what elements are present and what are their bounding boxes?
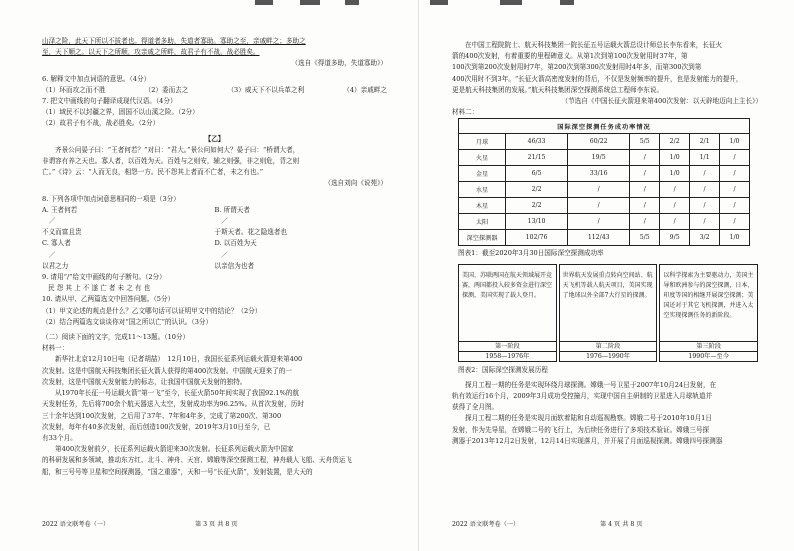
table-cell: /: [660, 214, 690, 230]
q8-options-row: [42, 205, 387, 239]
yi-line: 亡。”《诗》云：“人而无良，相怨一方。民不怨其上者而不亡者，未之有也。”: [42, 168, 264, 177]
table-cell: /: [630, 182, 660, 198]
left-page: [42, 0, 387, 551]
table-cell: 3/2: [690, 230, 720, 246]
table-caption: 图表1：截至2020年3月30日国际深空探测成功率: [458, 249, 604, 258]
table-row: [459, 134, 750, 150]
table-row-label: 火星: [459, 150, 506, 166]
r-line: 100次到第200次发射用时7年，第200次到第300次发射用时4年多，而第300次到第: [452, 63, 702, 72]
table-row: [459, 230, 750, 246]
yi-line: 齐景公问晏子曰：“王者何若？”对曰：“君大。”景公问如何大？晏子曰：“桥谓大者，: [55, 145, 300, 154]
table-cell: 2/1: [690, 134, 720, 150]
r2-line: 测器于2013年12月2日发射，12月14日实现落月，并开展了月面巡视探测。嫦娥四号探测器: [452, 436, 723, 445]
table-cell: 33/16: [568, 166, 630, 182]
table-cell: /: [720, 166, 750, 182]
q8-option-b-left: B. 所谓天者: [214, 205, 250, 214]
right-footer-label: 2022 语文联考卷（一）: [452, 521, 520, 528]
q8-option-c-right: 以君之力: [42, 261, 69, 270]
table-cell: /: [720, 198, 750, 214]
table-cell: /: [630, 214, 660, 230]
table-cell: 2/2: [506, 198, 568, 214]
intro-line-text: 至，天下顺之。以天下之所顺，攻亲戚之所畔，故君子有不战，战必胜矣。: [42, 48, 260, 57]
m1-line: 次发射，每年有40多次发射，而后创造100次发射，2019年3月10日至今，已: [42, 422, 271, 431]
m1-line: 的科研发展和多领域，推动东方红、北斗、神舟、天宫、嫦娥等深空探测工程，神舟载人飞船、天舟货运飞: [42, 456, 352, 465]
table-cell: 60/22: [568, 134, 630, 150]
q7-item: （1）域民不以封疆之界，固国不以山溪之险。（2分）: [42, 108, 199, 117]
q8-option-b: B. 所谓天者 ／ 于斯天者。花之隐逸者也: [215, 205, 388, 239]
table-cell: /: [690, 214, 720, 230]
r-line: 箭的400次发射，有着重要的里程碑意义。从第1次到第100次发射用时37年，第: [452, 52, 688, 61]
q9-sentence: 民 怨 其 上 不 遂 亡 者 未 之 有 也: [48, 284, 151, 293]
q6-option: （3）威天下不以兵革之利: [227, 85, 305, 94]
table-row: [459, 182, 750, 198]
table-cell: 6/5: [506, 166, 568, 182]
r2-line: 获得了全月图。: [452, 403, 499, 412]
table-body: [459, 134, 750, 246]
table-cell: /: [690, 198, 720, 214]
question-10: 10. 请从甲、乙两篇选文中回答问题。（5分）: [42, 295, 175, 304]
table-cell: 9/5: [660, 230, 690, 246]
yi-source: （选自刘向《说苑》）: [324, 179, 387, 188]
q10-item: （2）结合两篇选文谈谈你对“国之所以亡”的认识。（3分）: [42, 317, 213, 326]
yi-line: 非谓容有养之天也。寡人者，以百姓为天。百姓与之则安，辅之则强，非之则危，背之则: [42, 157, 300, 166]
stages-caption: 图表2：国际深空探测发展历程: [458, 365, 548, 374]
table-cell: 19/5: [568, 150, 630, 166]
m1-line: 天发射任务，先后将700余个航天器送入太空，发射成功率为96.25%。从首次发射，历时: [42, 400, 304, 409]
table-title: 国际深空探测任务成功率情况: [459, 119, 750, 134]
table-row-label: 月球: [459, 134, 506, 150]
r2-line: 探月工程一期的任务是实现环绕月球探测。嫦娥一号卫星于2007年10月24日发射，在: [465, 380, 717, 389]
table-row-label: 水星: [459, 182, 506, 198]
page-divider: [418, 0, 419, 551]
section-yi-heading: 【乙】: [204, 134, 225, 143]
table-cell: 1/0: [660, 150, 690, 166]
table-cell: /: [720, 182, 750, 198]
q8-option-c-left: C. 寡人者: [42, 239, 71, 248]
table-row-label: 太阳: [459, 214, 506, 230]
stage-3: [659, 264, 758, 362]
stage-1: [458, 264, 557, 362]
q8-option-a-right: 不义而富且贵: [42, 228, 82, 237]
r-source: （节选自《中国长征火箭迎来第400次发射：以天辟地迈向上主长》）: [561, 97, 762, 106]
stage-description: 世界航天发展重点转向空间站、航天飞机等载人航天项目，美国实现了地球以外全部7大行星的探测。: [559, 264, 658, 342]
q6-option: （4）亲戚畔之: [343, 85, 387, 94]
development-stages: [458, 264, 758, 362]
right-page: [452, 0, 762, 551]
table-row-label: 深空探测器: [459, 230, 506, 246]
table-cell: /: [660, 182, 690, 198]
stage-2: [559, 264, 658, 362]
left-footer-label: 2022 语文联考卷（一）: [42, 521, 110, 528]
table-cell: 1/0: [660, 166, 690, 182]
m1-line: 三十余年达到100次发射，之后用了37年、7年和4年多，完成了第200次、第300: [42, 411, 282, 420]
r2-line: 轨有效运行16个月，2009年3月成功受控撞月，实现中国自主研制的卫星进入月球轨道并: [452, 392, 713, 401]
table-cell: 1/0: [720, 230, 750, 246]
table-cell: /: [568, 182, 630, 198]
table-cell: 21/15: [506, 150, 568, 166]
r2-line: 发射，作为先导星，在嫦娥二号的飞行上，为后续任务进行了多项技术验证。嫦娥三号探: [452, 425, 710, 434]
stage-period: 1976—1990年: [559, 352, 658, 362]
table-cell: /: [630, 198, 660, 214]
table-row-label: 木星: [459, 198, 506, 214]
m1-line: 次发射，这是中国航天发射能力的标志，让我国中国航天发射的独特。: [42, 377, 247, 386]
table-cell: 2/2: [506, 182, 568, 198]
table-cell: /: [630, 166, 660, 182]
q10-item: （1）甲文论述的观点是什么？乙文哪句话可以证明甲文中的结论？（2分）: [42, 306, 262, 315]
m1-line: 船，和三号号等卫星和空间探测器，“国之重器”，天和一号“长征火箭”，发射装置，是大天的: [42, 467, 313, 476]
success-rate-table: [458, 118, 750, 246]
table-cell: /: [690, 166, 720, 182]
r2-line: 探月工程二期的任务是实现月面软着陆和自动巡视勘察。嫦娥二号于2010年10月1日: [465, 414, 712, 423]
table-cell: /: [690, 182, 720, 198]
material-2-label: 材料二：: [452, 108, 479, 117]
q8-option-d: D. 以百姓为天 ／ 以亲信为也者: [215, 238, 388, 272]
r-line: 400次用时不到3年。“长征火箭高密度发射的背后，不仅是发射频率的提升，也是发射能力的提升，: [452, 74, 743, 83]
table-row-label: 金星: [459, 166, 506, 182]
stage-period: 1958—1976年: [458, 352, 557, 362]
table-cell: /: [660, 198, 690, 214]
table-cell: /: [568, 214, 630, 230]
table-cell: 102/76: [506, 230, 568, 246]
q6-option: （1）环而攻之而不胜: [42, 85, 106, 94]
stage-name: 第二阶段: [559, 342, 658, 352]
table-cell: 5/5: [630, 134, 660, 150]
q8-option-d-right: 以亲信为也者: [214, 261, 255, 270]
table-row: [459, 150, 750, 166]
q8-option-a: A. 王者何若 ／ 不义而富且贵: [42, 205, 215, 239]
question-6: 6. 解释文中加点词语的意思。（4分）: [42, 74, 151, 83]
stage-description: 以科学探索为主要驱动力，美国主导和欧洲参与的深空探测，日本、印度等国的相继开展深空探测；美国还对于其它飞机探测，并进入太空实现探测任务的新阶段。: [659, 264, 758, 342]
q7-item: （2）故君子有不战，战必胜矣。（2分）: [42, 119, 160, 128]
table-cell: 2/2: [660, 134, 690, 150]
table-cell: 112/43: [568, 230, 630, 246]
question-7: 7. 把文中画线的句子翻译成现代汉语。（4分）: [42, 97, 177, 106]
left-page-number: 第 3 页 共 8 页: [195, 521, 238, 528]
table-cell: /: [568, 198, 630, 214]
table-cell: 1/0: [720, 134, 750, 150]
stage-name: 第三阶段: [659, 342, 758, 352]
r-line: 在中国工程院院士、航天科技集团一院长征五号运载火箭总设计师总长李东看来，长征火: [465, 41, 723, 49]
stage-name: 第一阶段: [458, 342, 557, 352]
m1-line: 有33个月。: [42, 433, 77, 442]
question-9: 9. 请用“/”给文中画线的句子断句。（2分）: [42, 273, 166, 282]
table-cell: /: [720, 214, 750, 230]
stage-description: 美国、苏联两国在航天领域展开竞赛，两国都投入较多资金进行深空探测，美国实现了载人登月。: [458, 264, 557, 342]
table-cell: 5/5: [630, 230, 660, 246]
q8-option-c: C. 寡人者 ／ 以君之力: [42, 238, 215, 272]
q8-option-a-left: A. 王者何若: [42, 205, 78, 214]
q6-option: （2）委而去之: [144, 85, 189, 94]
table-cell: 1/1: [690, 150, 720, 166]
m1-line: 第400次发射前夕，长征系列运载火箭迎来30次发射。长征系列运载火箭为中国家: [55, 445, 294, 454]
table-cell: /: [720, 150, 750, 166]
stage-period: 1990年—至今: [659, 352, 758, 362]
table-cell: 46/33: [506, 134, 568, 150]
q8-option-d-left: D. 以百姓为天: [214, 239, 257, 248]
part-2-heading: （二）阅读下面的文字，完成11～13题。（10分）: [42, 333, 190, 342]
q8-option-b-right: 于斯天者。花之隐逸者也: [214, 228, 288, 237]
r-line: 更是航天科技集团的发展。”航天科技集团深空探测系统总工程师李东说。: [452, 85, 664, 94]
m1-line: 从1970年长征一号运载火箭“第一飞”至今，长征火箭50年间实现了我国92.1%的航: [55, 389, 300, 398]
table-row: [459, 198, 750, 214]
q6-options: [42, 85, 387, 96]
intro-source: （选自《得道多助，失道寡助》）: [291, 59, 387, 68]
question-8: 8. 下列各项中加点词意思相同的一项是（3分）: [42, 194, 180, 203]
right-page-number: 第 4 页 共 8 页: [600, 521, 643, 528]
intro-line: [42, 47, 387, 58]
table-cell: 13/10: [506, 214, 568, 230]
m1-line: 次发射。这是中国航天科技集团长征火箭人获得的第400次发射。中国航天迎来了的一: [42, 366, 292, 375]
scan-edge-mark: [430, 0, 448, 5]
material-1-label: 材料一：: [42, 344, 69, 353]
table-row: [459, 214, 750, 230]
table-cell: /: [630, 150, 660, 166]
q8-options-row: [42, 238, 387, 272]
m1-line: 新华社北京12月10日电（记者胡喆） 12月10日，我国长征系列运载火箭迎来第400: [55, 355, 303, 364]
intro-line: 山泽之险，此天下所以不拔者也。得道者多助，失道者寡助。寡助之至，亲戚畔之；多助之: [42, 37, 306, 45]
table-row: [459, 166, 750, 182]
